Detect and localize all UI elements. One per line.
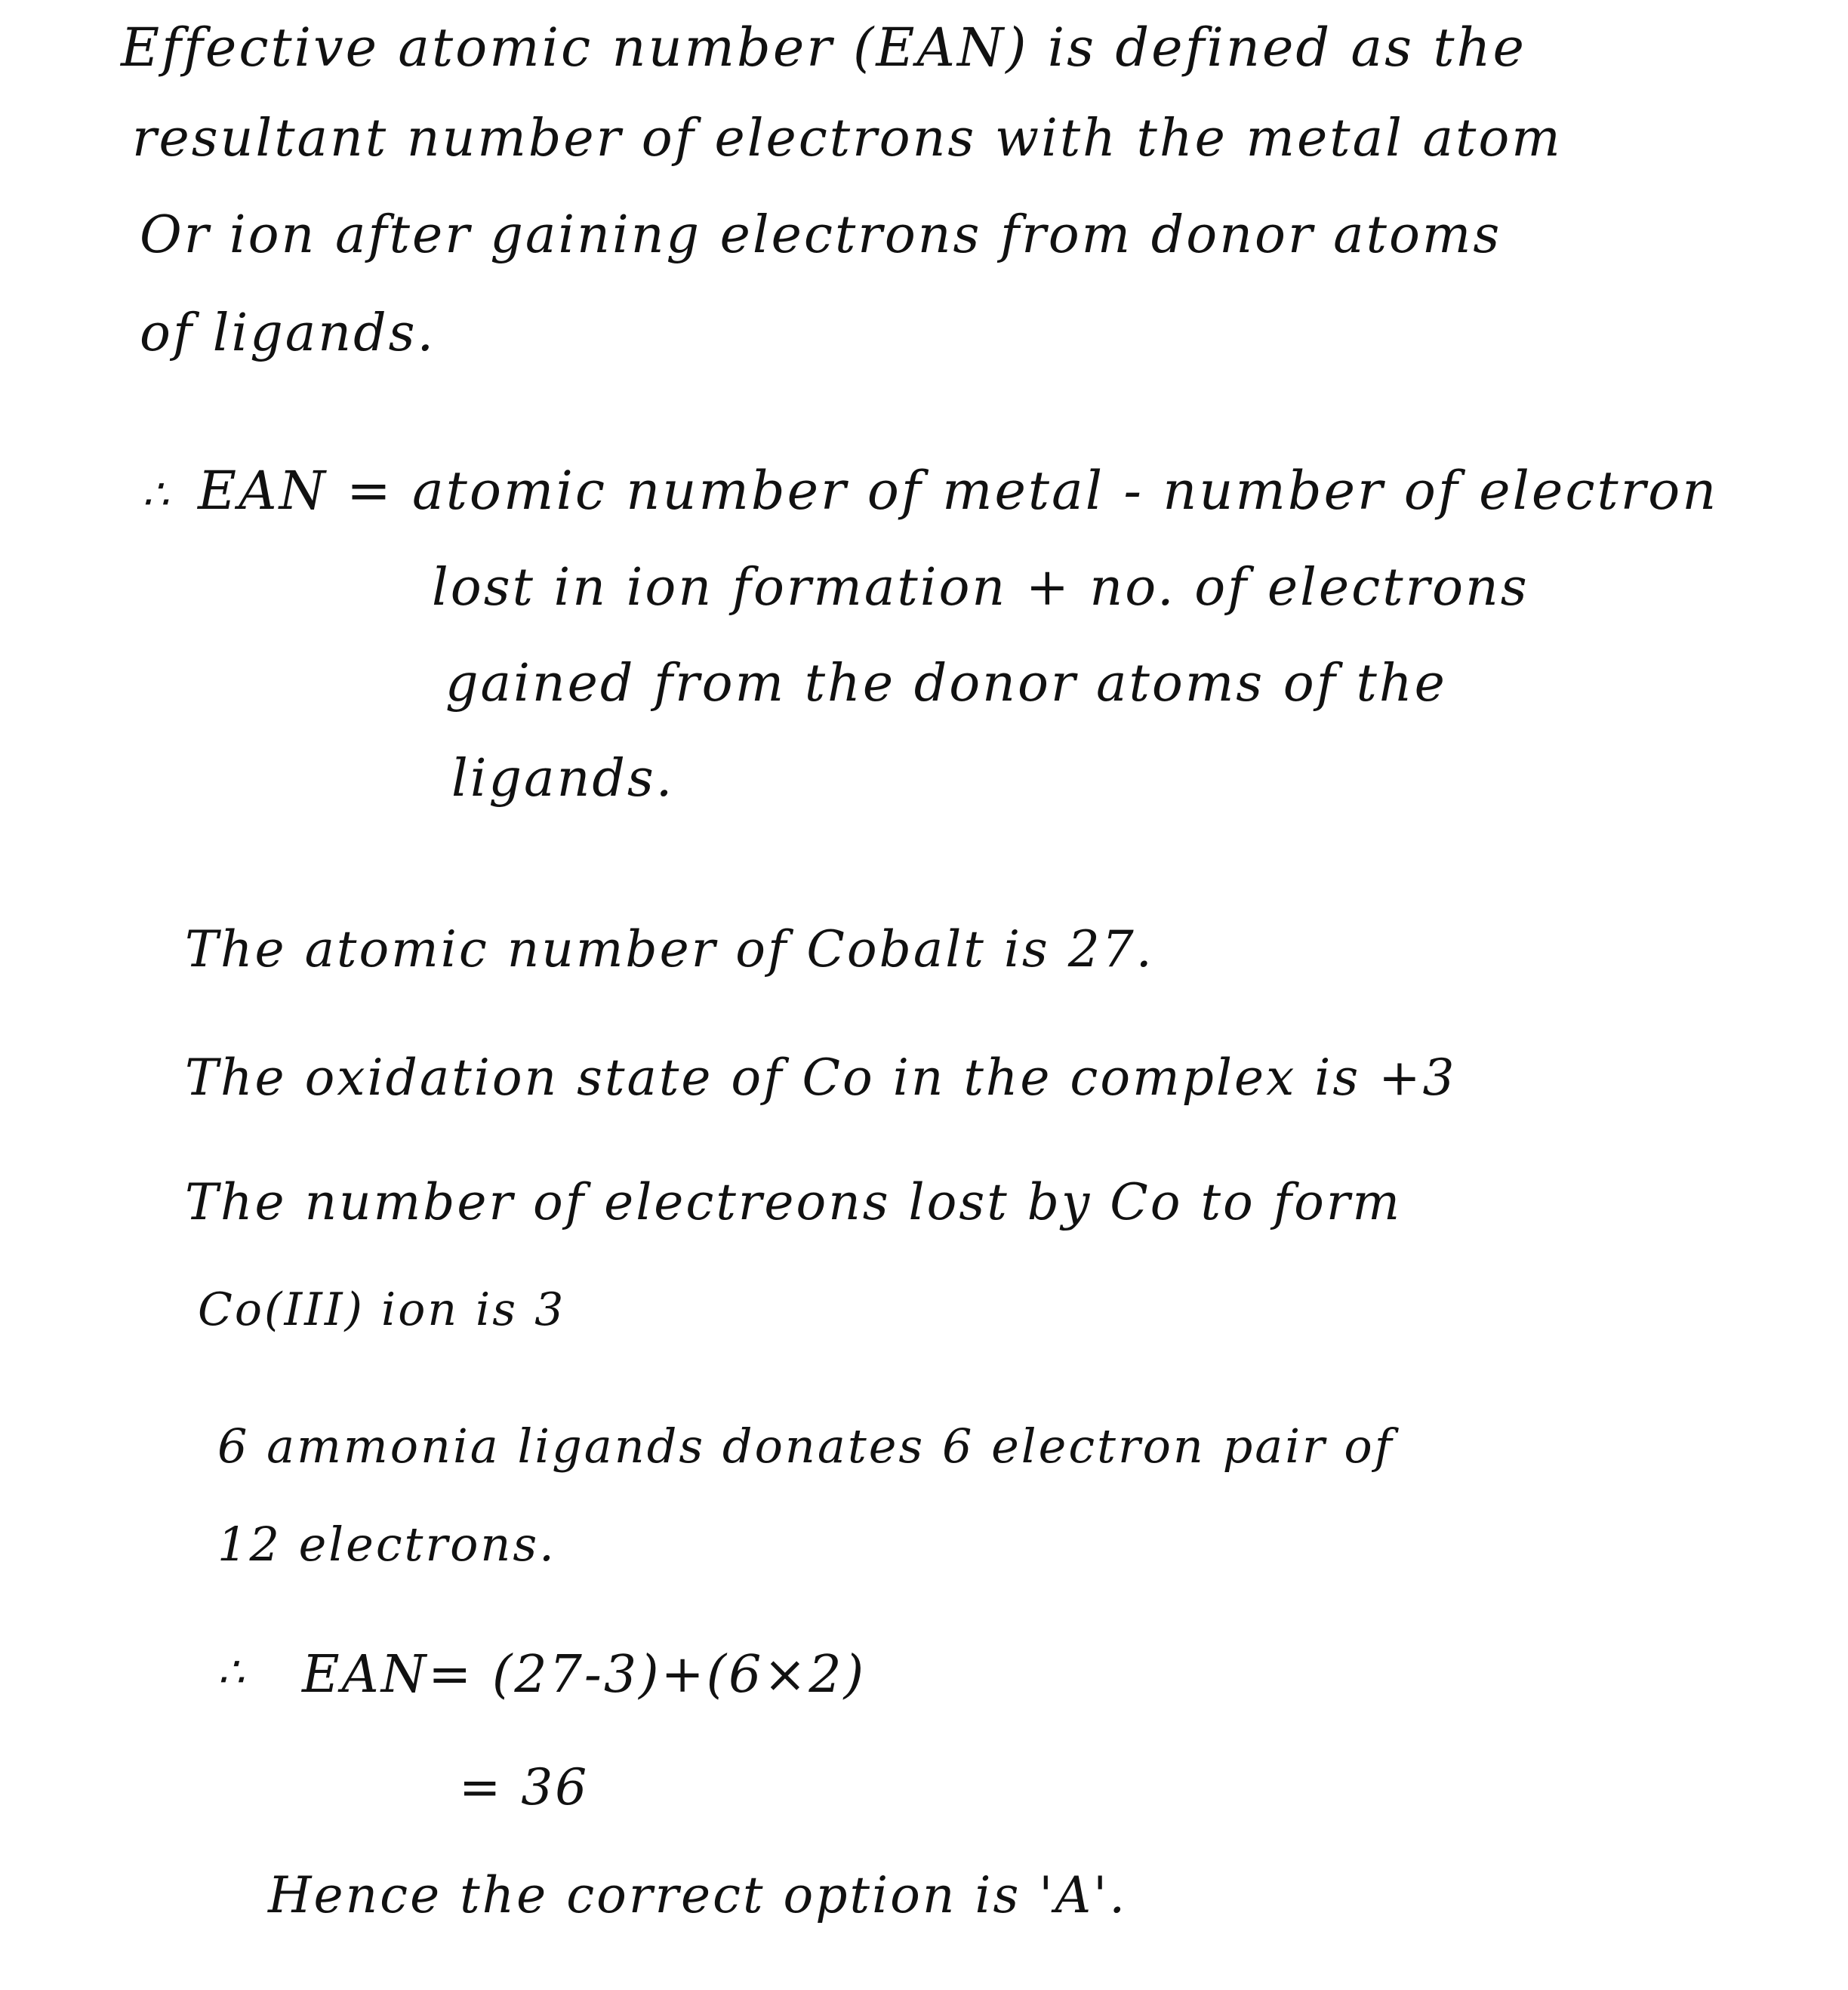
ean-formula-line-4: ligands. (451, 749, 675, 809)
ean-formula-line-2: lost in ion formation + no. of electrons (432, 558, 1529, 618)
ligands-line-2: 12 electrons. (217, 1517, 556, 1572)
definition-line-4: of ligands. (140, 303, 436, 363)
ean-calculation: EAN= (27-3)+(6×2) (302, 1645, 867, 1705)
ean-result: = 36 (459, 1758, 590, 1816)
ligands-line-1: 6 ammonia ligands donates 6 electron pair of (217, 1419, 1394, 1474)
oxidation-state-statement: The oxidation state of Co in the complex is +3 (185, 1049, 1457, 1107)
conclusion: Hence the correct option is 'A'. (268, 1866, 1128, 1924)
electrons-lost-statement: The number of electreons lost by Co to form (185, 1173, 1403, 1231)
therefore-symbol-calc: ∴ (217, 1648, 245, 1697)
definition-line-1: Effective atomic number (EAN) is defined as the (121, 17, 1526, 79)
ean-formula-line-1: EAN = atomic number of metal - number of electron (198, 460, 1719, 522)
atomic-number-statement: The atomic number of Cobalt is 27. (185, 920, 1154, 978)
definition-line-2: resultant number of electrons with the metal atom (132, 109, 1563, 168)
ion-statement: Co(III) ion is 3 (198, 1283, 566, 1336)
ean-formula-line-3: gained from the donor atoms of the (445, 654, 1447, 713)
definition-line-3: Or ion after gaining electrons from donor atoms (140, 205, 1502, 265)
therefore-symbol: ∴ (142, 470, 169, 519)
